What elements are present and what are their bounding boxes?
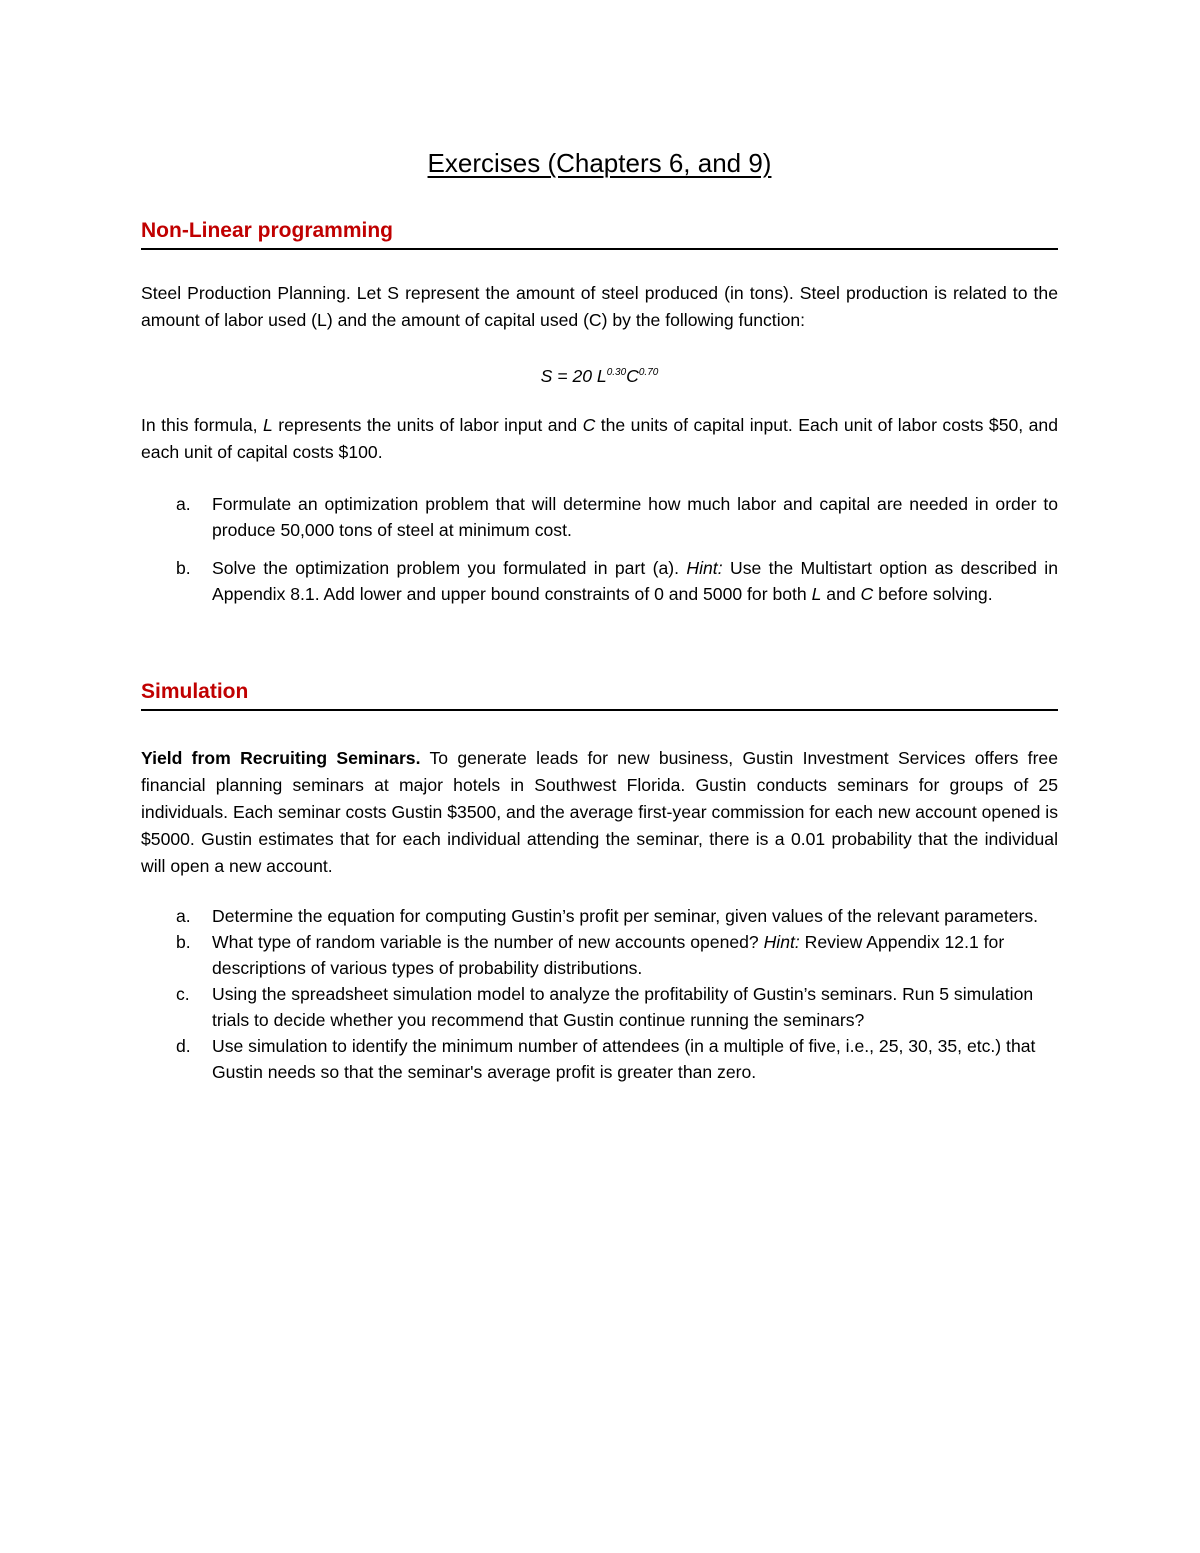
recruiting-seminars-intro [141, 745, 1058, 880]
var-c: C [860, 584, 874, 604]
hint-label: Hint: [686, 558, 723, 578]
explanation-part: In this formula, [141, 415, 264, 435]
steel-production-intro: Steel Production Planning. Let S represent the amount of steel produced (in tons). Steel production is related to the amount of labor used (L) and the amount of capital used (C) by the following function: [141, 283, 1058, 330]
production-formula [141, 359, 1058, 390]
section-heading-nonlinear-programming: Non-Linear programming [141, 216, 1058, 250]
explanation-part: represents the units of labor input and [272, 415, 583, 435]
list-item-text: Determine the equation for computing Gustin’s profit per seminar, given values of the relevant parameters. [212, 906, 1039, 926]
formula-capital: C [626, 366, 639, 386]
list-item-text: Use simulation to identify the minimum number of attendees (in a multiple of five, i.e., 25, 30, 35, etc.) that Gustin needs so that the seminar's average profit is greater than zero. [212, 1036, 1036, 1082]
list-item-marker: a. [176, 906, 191, 926]
explanation-var-c: C [582, 415, 596, 435]
problem-description: To generate leads for new business, Gustin Investment Services offers free financial planning seminars at major hotels in Southwest Florida. Gustin conducts seminars for groups of 25 individuals. Each seminar costs Gustin $3500, and the average first-year commission for each new account opened is $5000. Gustin estimates that for each individual attending the seminar, there is a 0.01 probability that the individual will open a new account. [141, 748, 1058, 876]
list-item-text: What type of random variable is the number of new accounts opened? [212, 932, 764, 952]
list-item-marker: d. [176, 1036, 191, 1056]
list-item-text: Review Appendix 12.1 for descriptions of various types of probability distributions. [212, 932, 1005, 978]
page-title-text: Exercises (Chapters 6, and 9) [427, 148, 772, 178]
list-item-text: and [821, 584, 861, 604]
problem-title: Yield from Recruiting Seminars. [141, 748, 421, 768]
list-item [141, 903, 1058, 929]
list-item [141, 491, 1058, 543]
list-item-text: Formulate an optimization problem that will determine how much labor and capital are needed in order to produce 50,000 tons of steel at minimum cost. [212, 494, 1058, 540]
list-item-text: Solve the optimization problem you formulated in part (a). [212, 558, 687, 578]
simulation-questions-list [141, 903, 1058, 1085]
list-item-text: Using the spreadsheet simulation model to analyze the profitability of Gustin’s seminars. Run 5 simulation trials to decide whether you recommend that Gustin continue running the seminars? [212, 984, 1034, 1030]
explanation-part: the units of capital input. Each unit of labor costs $50, and each unit of capital costs $100. [141, 415, 1058, 462]
page-title [141, 145, 1058, 181]
list-item-text: before solving. [873, 584, 993, 604]
formula-explanation [141, 412, 1058, 466]
list-item [141, 555, 1058, 607]
list-item [141, 929, 1058, 981]
list-item-text: Use the Multistart option as described in Appendix 8.1. Add lower and upper bound constraints of 0 and 5000 for both [212, 558, 1058, 604]
list-item-marker: a. [176, 494, 191, 514]
list-item-marker: c. [176, 984, 190, 1004]
formula-exponent-capital: 0.70 [638, 367, 659, 378]
explanation-var-l: L [263, 415, 273, 435]
hint-label: Hint: [763, 932, 800, 952]
list-item [141, 1033, 1058, 1085]
var-l: L [811, 584, 822, 604]
section-heading-simulation: Simulation [141, 677, 1058, 711]
list-item [141, 981, 1058, 1033]
list-item-marker: b. [176, 558, 191, 578]
nonlinear-questions-list [141, 491, 1058, 619]
formula-lhs: S = 20 L [540, 366, 607, 386]
list-item-marker: b. [176, 932, 191, 952]
formula-exponent-labor: 0.30 [606, 367, 627, 378]
